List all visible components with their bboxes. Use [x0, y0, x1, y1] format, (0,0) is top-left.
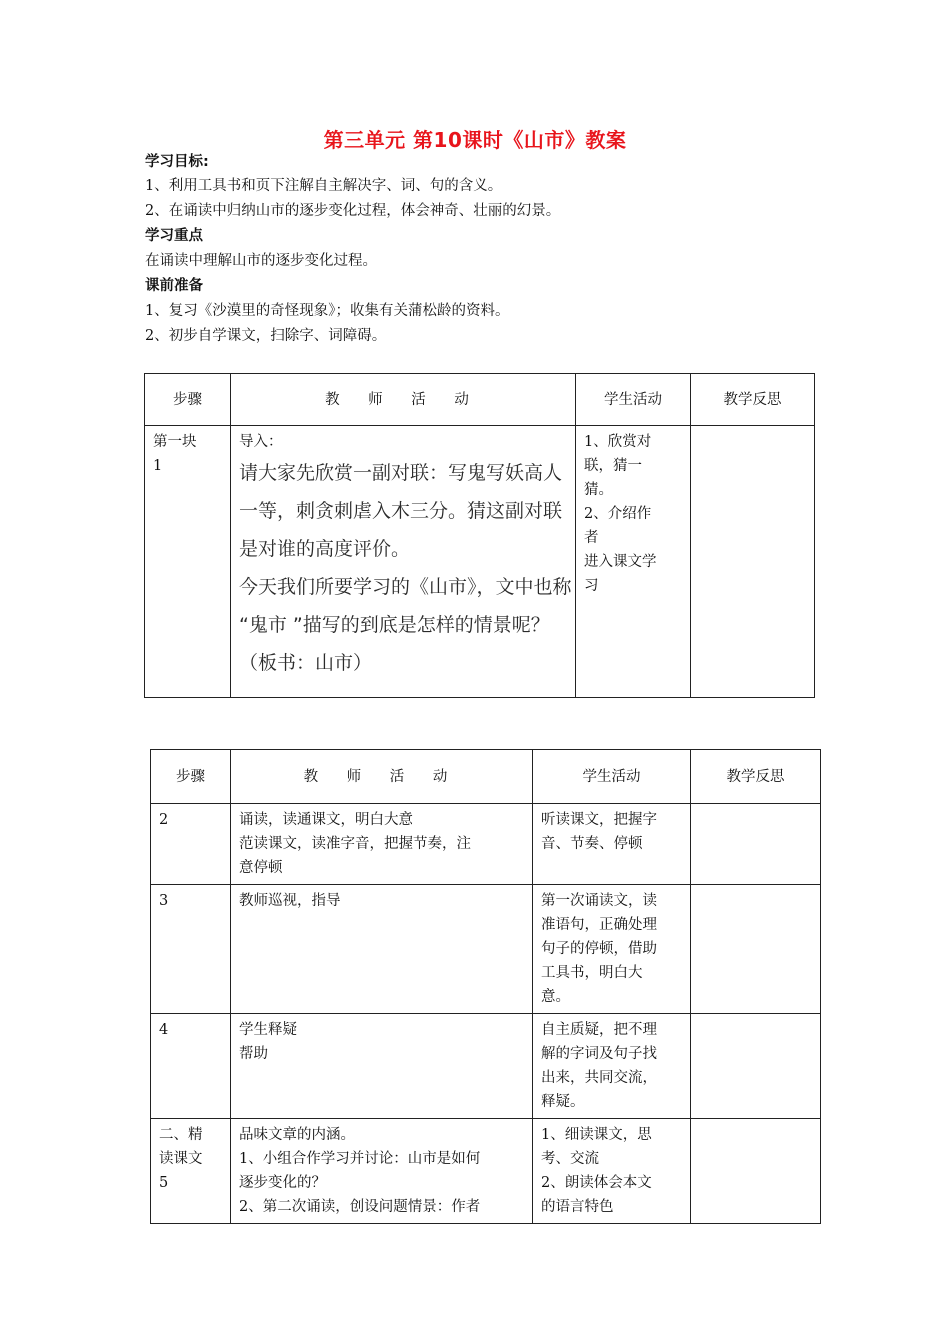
student-line: 联，猜一: [584, 458, 642, 474]
table-row: [151, 804, 821, 885]
intro-line: （板书：山市）: [239, 652, 373, 674]
student-line: 猜。: [584, 482, 613, 498]
prep-heading: 课前准备: [145, 278, 203, 294]
student-line: 2、介绍作: [584, 506, 652, 522]
reflection-cell: [691, 426, 815, 698]
student-line: 习: [584, 578, 599, 594]
intro-line: 请大家先欣赏一副对联：写鬼写妖高人: [239, 462, 563, 484]
student-line: 1、细读课文，思: [541, 1127, 652, 1143]
page-title: 第三单元 第10课时《山市》教案: [323, 128, 627, 152]
teacher-line: 帮助: [239, 1046, 268, 1062]
step-line: 1: [153, 458, 163, 474]
prep-item-2: 2、初步自学课文，扫除字、词障碍。: [145, 328, 387, 344]
student-line: 1、欣赏对: [584, 434, 652, 450]
step-line: 3: [159, 893, 169, 909]
student-line: 的语言特色: [541, 1199, 614, 1215]
table-header-row: [145, 374, 815, 426]
teacher-line: 学生释疑: [239, 1022, 297, 1038]
table-header-row: [151, 750, 821, 804]
student-line: 释疑。: [541, 1094, 585, 1110]
student-cell: [533, 1119, 691, 1224]
teacher-cell: [231, 1119, 533, 1224]
student-cell: [533, 885, 691, 1014]
header-step: 步骤: [151, 750, 231, 804]
focus-text: 在诵读中理解山市的逐步变化过程。: [145, 253, 377, 269]
reflection-cell: [691, 1014, 821, 1119]
student-line: 工具书，明白大: [541, 965, 643, 981]
student-line: 音、节奏、停顿: [541, 836, 643, 852]
student-line: 出来，共同交流，: [541, 1070, 657, 1086]
step-cell: [151, 885, 231, 1014]
student-line: 听读课文，把握字: [541, 812, 657, 828]
header-reflection: 教学反思: [691, 374, 815, 426]
teacher-line: 意停顿: [239, 860, 283, 876]
step-line: 第一块: [153, 434, 197, 450]
teacher-cell: [231, 426, 576, 698]
teacher-line: 品味文章的内涵。: [239, 1127, 355, 1143]
step-line: 二、精: [159, 1127, 203, 1143]
student-line: 自主质疑，把不理: [541, 1022, 657, 1038]
lesson-table-1: [144, 373, 815, 698]
header-teacher: 教 师 活 动: [231, 374, 576, 426]
header-student: 学生活动: [576, 374, 691, 426]
student-line: 者: [584, 530, 599, 546]
step-line: 5: [159, 1175, 169, 1191]
reflection-cell: [691, 885, 821, 1014]
student-line: 准语句，正确处理: [541, 917, 657, 933]
header-reflection: 教学反思: [691, 750, 821, 804]
student-line: 句子的停顿，借助: [541, 941, 657, 957]
teacher-line: 逐步变化的？: [239, 1175, 326, 1191]
intro-line: 是对谁的高度评价。: [239, 538, 411, 560]
intro-line: “鬼市 ”描写的到底是怎样的情景呢？: [239, 614, 550, 636]
intro-text: [239, 454, 572, 682]
student-line: 意。: [541, 989, 570, 1005]
header-step: 步骤: [145, 374, 231, 426]
teacher-line: 2、第二次诵读，创设问题情景：作者: [239, 1199, 481, 1215]
intro-line: 今天我们所要学习的《山市》，文中也称: [239, 576, 572, 598]
student-cell: [533, 1014, 691, 1119]
step-line: 读课文: [159, 1151, 203, 1167]
table-row: [151, 885, 821, 1014]
teacher-line: 教师巡视，指导: [239, 893, 341, 909]
teacher-line: 范读课文，读准字音，把握节奏，注: [239, 836, 471, 852]
step-cell: [151, 1119, 231, 1224]
teacher-cell: [231, 1014, 533, 1119]
reflection-cell: [691, 804, 821, 885]
student-line: 解的字词及句子找: [541, 1046, 657, 1062]
student-cell: [533, 804, 691, 885]
teacher-line: 1、小组合作学习并讨论：山市是如何: [239, 1151, 481, 1167]
objectives-heading: 学习目标:: [145, 154, 209, 170]
reflection-cell: [691, 1119, 821, 1224]
student-line: 进入课文学: [584, 554, 657, 570]
prep-item-1: 1、复习《沙漠里的奇怪现象》；收集有关蒲松龄的资料。: [145, 303, 510, 319]
intro-label: 导入：: [239, 434, 283, 450]
step-cell: [145, 426, 231, 698]
step-line: 4: [159, 1022, 169, 1038]
table-row: [151, 1014, 821, 1119]
step-cell: [151, 1014, 231, 1119]
objective-1: 1、利用工具书和页下注解自主解决字、词、句的含义。: [145, 178, 503, 194]
teacher-line: 诵读，读通课文，明白大意: [239, 812, 413, 828]
table-row: [151, 1119, 821, 1224]
header-teacher: 教 师 活 动: [231, 750, 533, 804]
student-line: 2、朗读体会本文: [541, 1175, 652, 1191]
lesson-table-2: [150, 749, 821, 1224]
teacher-cell: [231, 804, 533, 885]
header-student: 学生活动: [533, 750, 691, 804]
focus-heading: 学习重点: [145, 228, 203, 244]
objective-2: 2、在诵读中归纳山市的逐步变化过程，体会神奇、壮丽的幻景。: [145, 203, 561, 219]
table-row: [145, 426, 815, 698]
student-cell: [576, 426, 691, 698]
step-cell: [151, 804, 231, 885]
student-line: 考、交流: [541, 1151, 599, 1167]
teacher-cell: [231, 885, 533, 1014]
intro-line: 一等，刺贪刺虐入木三分。猜这副对联: [239, 500, 563, 522]
step-line: 2: [159, 812, 169, 828]
student-line: 第一次诵读文，读: [541, 893, 657, 909]
